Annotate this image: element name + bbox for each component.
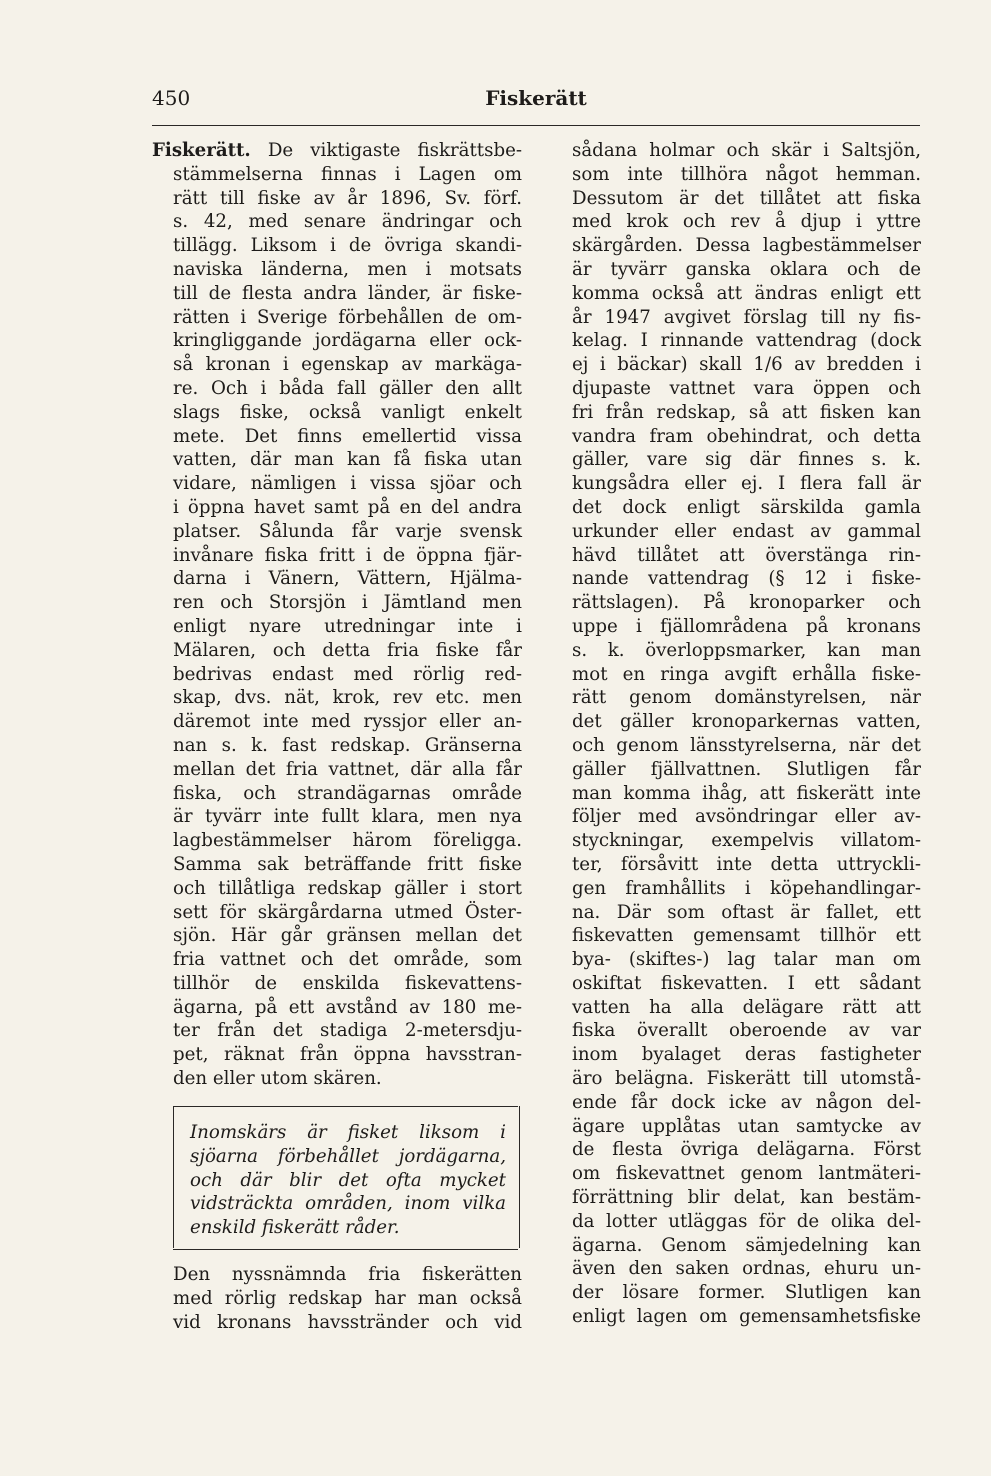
text-line: bedrivas endast med rörlig red- xyxy=(173,663,522,685)
header-rule xyxy=(152,125,920,126)
text-line: fiskevatten gemensamt tillhör ett xyxy=(572,925,921,947)
text-line: ägarna. Genom sämjedelning kan xyxy=(572,1234,921,1256)
text-line: nan s. k. fast redskap. Gränserna xyxy=(173,734,522,756)
text-line: vidare, nämligen i vissa sjöar och xyxy=(173,473,522,495)
text-line: kelag. I rinnande vattendrag (dock xyxy=(572,330,921,352)
text-line: oskiftat fiskevatten. I ett sådant xyxy=(572,972,921,994)
text-line: förrättning blir delat, kan bestäm- xyxy=(572,1187,921,1209)
text-line: rätt till fiske av år 1896, Sv. förf. xyxy=(173,187,522,209)
text-line: år 1947 avgivet förslag till ny fis- xyxy=(572,306,921,328)
text-line: Samma sak beträffande fritt fiske xyxy=(173,853,522,875)
text-line: ren och Storsjön i Jämtland men xyxy=(173,592,522,614)
text-line: djupaste vattnet vara öppen och xyxy=(572,377,921,399)
text-line: om fiskevattnet genom lantmäteri- xyxy=(572,1163,921,1185)
text-line: darna i Vänern, Vättern, Hjälma- xyxy=(173,568,522,590)
text-line: bya- (skiftes-) lag talar man om xyxy=(572,949,921,971)
first-line-text: De viktigaste fiskrättsbe- xyxy=(267,140,522,161)
text-line: fria vattnet och det område, som xyxy=(173,949,522,971)
text-line: sett för skärgårdarna utmed Öster- xyxy=(173,901,522,923)
text-line: uppe i fjällområdena på kronans xyxy=(572,615,921,637)
text-line: och tillåtliga redskap gäller i stort xyxy=(173,877,522,899)
text-line: Mälaren, och detta fria fiske får xyxy=(173,639,522,661)
text-line: naviska länderna, men i motsats xyxy=(173,258,522,280)
page-number: 450 xyxy=(152,86,191,110)
text-line: äro belägna. Fiskerätt till utomstå- xyxy=(572,1068,921,1090)
text-line: ter från det stadiga 2-metersdju- xyxy=(173,1020,522,1042)
text-line: stämmelserna finnas i Lagen om xyxy=(173,163,522,185)
text-line: som inte tillhöra något hemman. xyxy=(572,163,921,185)
text-line: vatten ha alla delägare rätt att xyxy=(572,996,921,1018)
text-line: det dock enligt särskilda gamla xyxy=(572,496,921,518)
text-line: rättslagen). På kronoparker och xyxy=(572,592,921,614)
text-line: platser. Sålunda får varje svensk xyxy=(173,520,522,542)
text-line: nande vattendrag (§ 12 i fiske- xyxy=(572,568,921,590)
text-line: s. k. överloppsmarker, kan man xyxy=(572,639,921,661)
text-line: ter, försåvitt inte detta uttryckli- xyxy=(572,853,921,875)
text-line: Dessutom är det tillåtet att fiska xyxy=(572,187,921,209)
text-line: kringliggande jordägarna eller ock- xyxy=(173,330,522,352)
text-line: vatten, där man kan få fiska utan xyxy=(173,449,522,471)
pull-quote-line: och där blir det ofta mycket xyxy=(190,1169,506,1191)
text-line: tillhör de enskilda fiskevattens- xyxy=(173,972,522,994)
text-line: med rörlig redskap har man också xyxy=(173,1287,522,1309)
page-header xyxy=(152,86,920,116)
text-line: det gäller kronoparkernas vatten, xyxy=(572,711,921,733)
text-line: skap, dvs. nät, krok, rev etc. men xyxy=(173,687,522,709)
text-line: är tyvärr ganska oklara och de xyxy=(572,258,921,280)
text-line: rätt genom domänstyrelsen, när xyxy=(572,687,921,709)
text-line: mete. Det finns emellertid vissa xyxy=(173,425,522,447)
text-line: gäller fjällvattnen. Slutligen får xyxy=(572,758,921,780)
text-line: i öppna havet samt på en del andra xyxy=(173,496,522,518)
text-line: sjön. Här går gränsen mellan det xyxy=(173,925,522,947)
text-line: styckningar, exempelvis villatom- xyxy=(572,830,921,852)
text-line: tillägg. Liksom i de övriga skandi- xyxy=(173,235,522,257)
text-line: så kronan i egenskap av markäga- xyxy=(173,354,522,376)
text-line: slags fiske, också vanligt enkelt xyxy=(173,401,522,423)
text-line: till de flesta andra länder, är fiske- xyxy=(173,282,522,304)
left-column xyxy=(152,139,522,1091)
text-line: na. Där som oftast är fallet, ett xyxy=(572,901,921,923)
pull-quote-top-rule xyxy=(173,1106,518,1107)
text-line: den eller utom skären. xyxy=(173,1068,382,1090)
text-line: lagbestämmelser härom föreligga. xyxy=(173,830,522,852)
text-line: rätten i Sverige förbehållen de om- xyxy=(173,306,522,328)
text-line: s. 42, med senare ändringar och xyxy=(173,211,522,233)
text-line: mot en ringa avgift erhålla fiske- xyxy=(572,663,921,685)
pull-quote-line: sjöarna förbehållet jordägarna, xyxy=(190,1145,506,1167)
text-line: är tyvärr inte fullt klara, men nya xyxy=(173,806,522,828)
text-line: fiska, och strandägarnas område xyxy=(173,782,522,804)
text-line: komma också att ändras enligt ett xyxy=(572,282,921,304)
text-line: vandra fram obehindrat, och detta xyxy=(572,425,921,447)
text-line: de flesta övriga delägarna. Först xyxy=(572,1139,921,1161)
text-line: inom byalaget deras fastigheter xyxy=(572,1044,921,1066)
text-line: fiska överallt oberoende av var xyxy=(572,1020,921,1042)
text-line: enligt lagen om gemensamhetsfiske xyxy=(572,1306,921,1328)
text-line: följer med avsöndringar eller av- xyxy=(572,806,921,828)
text-line: kungsådra eller ej. I flera fall är xyxy=(572,473,921,495)
text-line: ägarna, på ett avstånd av 180 me- xyxy=(173,996,522,1018)
pull-quote-text xyxy=(190,1121,506,1240)
entry-lead-word: Fiskerätt. xyxy=(152,140,251,161)
text-line: och genom länsstyrelserna, när det xyxy=(572,734,921,756)
text-line: sådana holmar och skär i Saltsjön, xyxy=(572,140,921,161)
text-line: hävd tillåtet att överstänga rin- xyxy=(572,544,921,566)
text-line: mellan det fria vattnet, där alla får xyxy=(173,758,522,780)
text-line: med krok och rev å djup i yttre xyxy=(572,211,921,233)
text-line: Den nyssnämnda fria fiskerätten xyxy=(173,1264,522,1285)
text-line: vid kronans havsstränder och vid xyxy=(173,1311,522,1333)
text-line: pet, räknat från öppna havsstran- xyxy=(173,1044,522,1066)
paragraph-first-line xyxy=(152,139,522,163)
pull-quote-line: enskild fiskerätt råder. xyxy=(190,1217,400,1239)
running-title: Fiskerätt xyxy=(485,86,587,110)
pull-quote-line: Inomskärs är fisket liksom i xyxy=(190,1122,506,1143)
pull-quote-line: vidsträckta områden, inom vilka xyxy=(190,1193,506,1215)
text-line: man komma ihåg, att fiskerätt inte xyxy=(572,782,921,804)
pull-quote-bottom-rule xyxy=(173,1249,518,1250)
text-line: invånare fiska fritt i de öppna fjär- xyxy=(173,544,522,566)
text-line: däremot inte med ryssjor eller an- xyxy=(173,711,522,733)
text-line: även den saken ordnas, ehuru un- xyxy=(572,1258,921,1280)
text-line: der lösare former. Slutligen kan xyxy=(572,1282,921,1304)
text-line: skärgården. Dessa lagbestämmelser xyxy=(572,235,921,257)
right-column xyxy=(572,139,921,1329)
text-line: ej i bäckar) skall 1/6 av bredden i xyxy=(572,354,921,376)
text-line: ende får dock icke av någon del- xyxy=(572,1091,921,1113)
text-line: gen framhållits i köpehandlingar- xyxy=(572,877,921,899)
text-line: ägare upplåtas utan samtycke av xyxy=(572,1115,921,1137)
left-column-continuation xyxy=(173,1263,522,1334)
text-line: gäller, vare sig där finnes s. k. xyxy=(572,449,921,471)
text-line: enligt nyare utredningar inte i xyxy=(173,615,522,637)
text-line: fri från redskap, så att fisken kan xyxy=(572,401,921,423)
text-line: re. Och i båda fall gäller den allt xyxy=(173,377,522,399)
text-line: urkunder eller endast av gammal xyxy=(572,520,921,542)
text-line: da lotter utläggas för de olika del- xyxy=(572,1210,921,1232)
